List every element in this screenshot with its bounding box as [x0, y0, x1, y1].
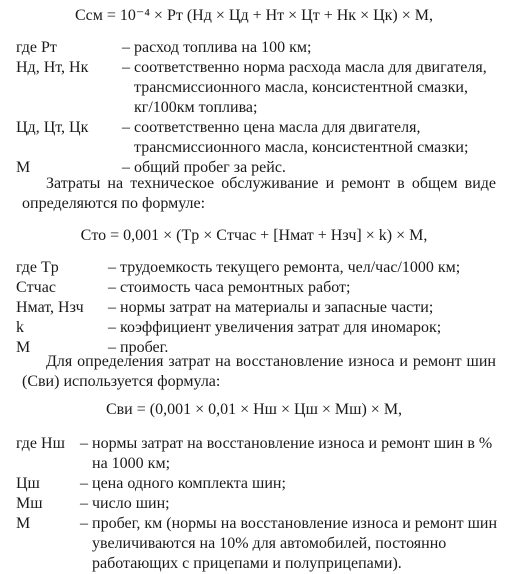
- definition-text: цена одного комплекта шин;: [92, 475, 286, 492]
- definition-term: Цш: [16, 475, 40, 492]
- definitions-block-3: [16, 434, 500, 574]
- definition-text: общий пробег за рейс.: [134, 159, 286, 176]
- formula-lubricant-cost: Cсм = 10⁻⁴ × Pт (Hд × Цд + Hт × Цт + Hк × Цк) × M,: [74, 7, 434, 24]
- definition-term: Mш: [16, 495, 43, 512]
- paragraph-tires: Для определения затрат на восстановление износа и ремонт шин (Cви) используется формула:: [22, 353, 496, 390]
- definition-term: M: [16, 339, 31, 356]
- definition-term: M: [16, 159, 31, 176]
- definition-text: соответственно норма расхода масла для двигателя, трансмиссионного масла, консистентной смазки, кг/100км топлива;: [134, 59, 487, 116]
- definition-row: [16, 434, 500, 474]
- formula-tire-cost: Cви = (0,001 × 0,01 × Hш × Цш × Mш) × M,: [105, 401, 403, 418]
- definition-term: Cтчас: [16, 279, 56, 296]
- definition-text: стоимость часа ремонтных работ;: [120, 279, 351, 296]
- definition-text: пробег, км (нормы на восстановление износа и ремонт шин увеличиваются на 10% для автомобилей, постоянно работающих с прицепами и полуприцепами).: [92, 515, 498, 572]
- definitions-block-2: [16, 258, 500, 358]
- definition-text: трудоемкость текущего ремонта, чел/час/1000 км;: [120, 259, 461, 276]
- definition-dash: –: [122, 119, 130, 136]
- definition-row: [16, 318, 500, 338]
- formula-maintenance-cost: Cто = 0,001 × (Tр × Cтчас + [Hмат + Hзч] × k) × M,: [80, 227, 428, 244]
- definition-term: где Tр: [16, 259, 59, 276]
- definition-row: [16, 118, 500, 158]
- definition-dash: –: [108, 339, 116, 356]
- definition-dash: –: [122, 59, 130, 76]
- definition-row: [16, 494, 500, 514]
- definition-row: [16, 514, 500, 574]
- definition-text: пробег.: [120, 339, 169, 356]
- definition-dash: –: [108, 279, 116, 296]
- definition-term: Hд, Hт, Hк: [16, 59, 89, 76]
- definition-term: где Hш: [16, 435, 65, 452]
- definition-term: Цд, Цт, Цк: [16, 119, 89, 136]
- definition-term: k: [16, 319, 24, 336]
- definition-dash: –: [108, 319, 116, 336]
- definition-text: число шин;: [92, 495, 170, 512]
- definition-text: расход топлива на 100 км;: [134, 39, 312, 56]
- definition-dash: –: [122, 159, 130, 176]
- definition-text: нормы затрат на материалы и запасные части;: [120, 299, 434, 316]
- definition-row: [16, 278, 500, 298]
- definition-term: M: [16, 515, 31, 532]
- definition-row: [16, 258, 500, 278]
- definition-term: Hмат, Hзч: [16, 299, 84, 316]
- definition-row: [16, 38, 500, 58]
- definition-dash: –: [80, 475, 88, 492]
- definition-text: соответственно цена масла для двигателя, трансмиссионного масла, консистентной смазки;: [134, 119, 469, 156]
- definition-text: нормы затрат на восстановление износа и ремонт шин в % на 1000 км;: [92, 435, 493, 472]
- definition-dash: –: [122, 39, 130, 56]
- paragraph-maintenance: Затраты на техническое обслуживание и ремонт в общем виде определяются по формуле:: [22, 175, 496, 212]
- definition-row: [16, 474, 500, 494]
- definition-dash: –: [80, 435, 88, 452]
- definition-term: где Pт: [16, 39, 57, 56]
- definition-dash: –: [108, 259, 116, 276]
- definitions-block-1: [16, 38, 500, 178]
- definition-dash: –: [80, 515, 88, 532]
- definition-text: коэффициент увеличения затрат для иномарок;: [120, 319, 442, 336]
- definition-row: [16, 298, 500, 318]
- definition-row: [16, 58, 500, 118]
- definition-dash: –: [80, 495, 88, 512]
- definition-dash: –: [108, 299, 116, 316]
